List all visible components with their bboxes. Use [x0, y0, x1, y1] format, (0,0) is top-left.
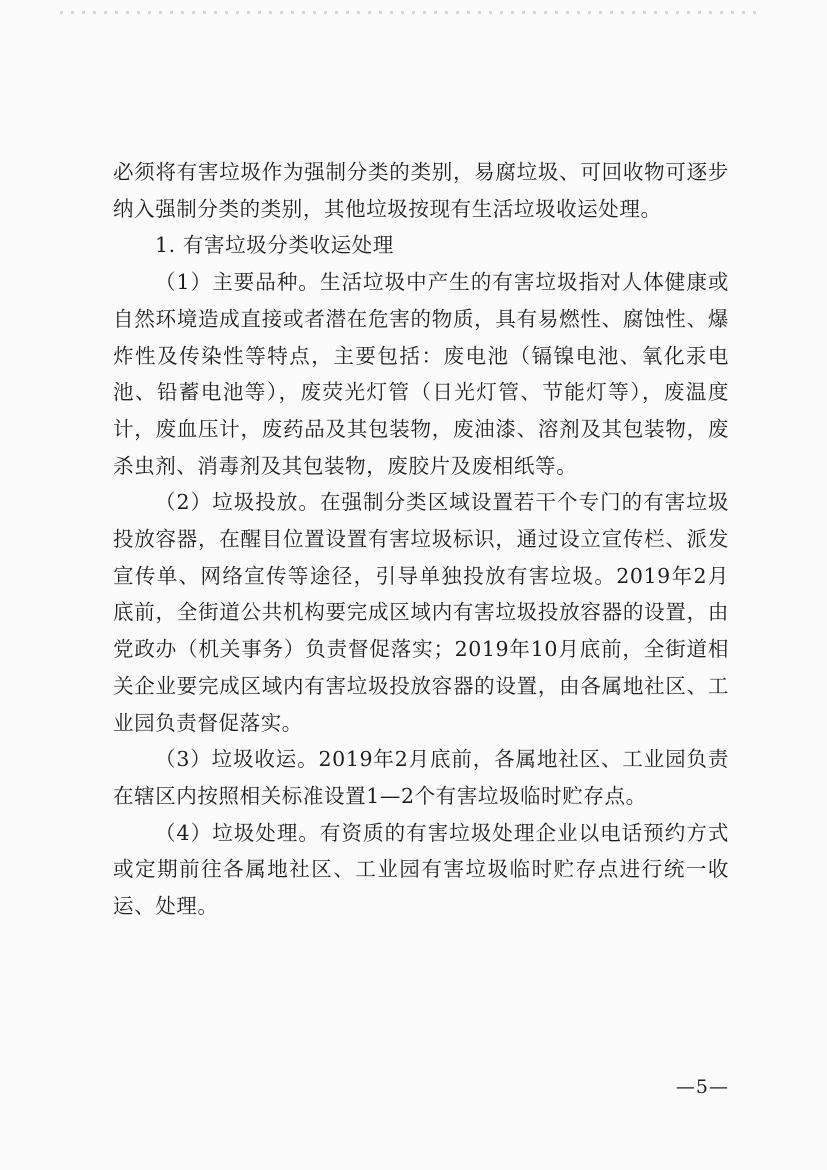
page-number: —5—: [675, 1076, 729, 1098]
paragraph-waste-collection: （3）垃圾收运。2019年2月底前，各属地社区、工业园负责在辖区内按照相关标准设置1—2个有害垃圾临时贮存点。: [113, 747, 729, 808]
document-body: [113, 154, 729, 925]
paragraph-main-types: （1）主要品种。生活垃圾中产生的有害垃圾指对人体健康或自然环境造成直接或者潜在危害的物质，具有易燃性、腐蚀性、爆炸性及传染性等特点，主要包括：废电池（镉镍电池、氧化汞电池、铅蓄电池等），废荧光灯管（日光灯管、节能灯等），废温度计，废血压计，废药品及其包装物，废油漆、溶剂及其包装物，废杀虫剂、消毒剂及其包装物，废胶片及废相纸等。: [113, 270, 729, 478]
scan-artifact: [60, 6, 760, 22]
section-heading-hazardous-waste: 1. 有害垃圾分类收运处理: [155, 233, 394, 258]
paragraph-waste-treatment: （4）垃圾处理。有资质的有害垃圾处理企业以电话预约方式或定期前往各属地社区、工业园有害垃圾临时贮存点进行统一收运、处理。: [113, 820, 729, 919]
paragraph-continuation: 必须将有害垃圾作为强制分类的类别，易腐垃圾、可回收物可逐步纳入强制分类的类别，其他垃圾按现有生活垃圾收运处理。: [113, 160, 729, 221]
paragraph-waste-disposal: （2）垃圾投放。在强制分类区域设置若干个专门的有害垃圾投放容器，在醒目位置设置有害垃圾标识，通过设立宣传栏、派发宣传单、网络宣传等途径，引导单独投放有害垃圾。2019年2月底前，全街道公共机构要完成区域内有害垃圾投放容器的设置，由党政办（机关事务）负责督促落实；2019年10月底前，全街道相关企业要完成区域内有害垃圾投放容器的设置，由各属地社区、工业园负责督促落实。: [113, 490, 729, 735]
